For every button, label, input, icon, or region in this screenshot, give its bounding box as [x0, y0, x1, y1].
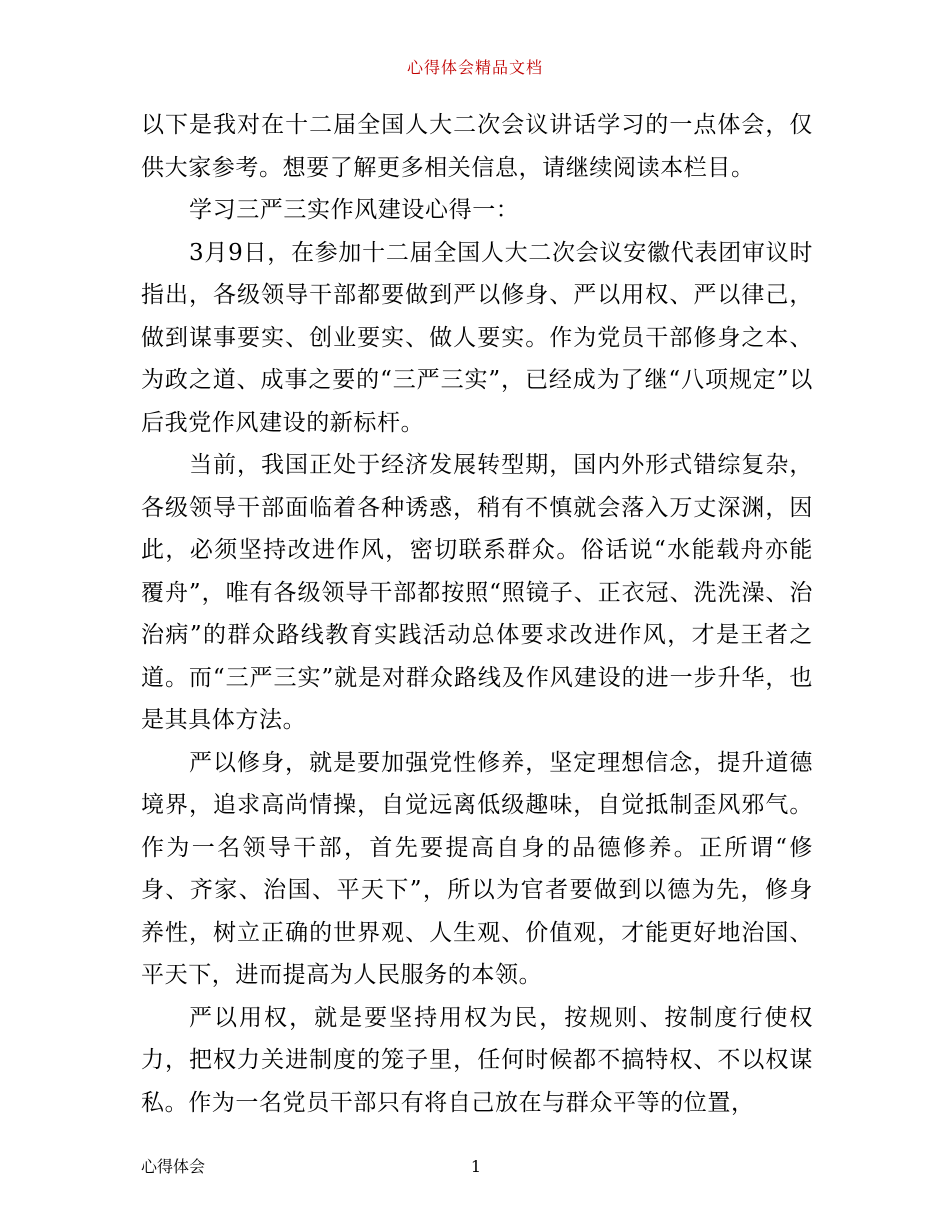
document-body	[141, 104, 813, 1124]
paragraph-body-4: 严以用权，就是要坚持用权为民，按规则、按制度行使权力，把权力关进制度的笼子里，任何时候都不搞特权、不以权谋私。作为一名党员干部只有将自己放在与群众平等的位置，	[141, 1004, 813, 1116]
page-header-title: 心得体会精品文档	[406, 58, 543, 77]
paragraph-section-heading: 学习三严三实作风建设心得一：	[189, 197, 520, 223]
page-number: 1	[470, 1157, 482, 1176]
paragraph-body-3: 严以修身，就是要加强党性修养，坚定理想信念，提升道德境界，追求高尚情操，自觉远离低级趣味，自觉抵制歪风邪气。作为一名领导干部，首先要提高自身的品德修养。正所谓“修身、齐家、治国、平天下”，所以为官者要做到以德为先，修身养性，树立正确的世界观、人生观、价值观，才能更好地治国、平天下，进而提高为人民服务的本领。	[141, 749, 813, 988]
page-footer-label: 心得体会	[141, 1157, 206, 1176]
paragraph-body-1: 3月9日，在参加十二届全国人大二次会议安徽代表团审议时指出，各级领导干部都要做到严以修身、严以用权、严以律己，做到谋事要实、创业要实、做人要实。作为党员干部修身之本、为政之道、成事之要的“三严三实”，已经成为了继“八项规定”以后我党作风建设的新标杆。	[141, 239, 813, 436]
paragraph-intro: 以下是我对在十二届全国人大二次会议讲话学习的一点体会，仅供大家参考。想要了解更多相关信息，请继续阅读本栏目。	[141, 112, 813, 181]
paragraph-body-2: 当前，我国正处于经济发展转型期，国内外形式错综复杂，各级领导干部面临着各种诱惑，稍有不慎就会落入万丈深渊，因此，必须坚持改进作风，密切联系群众。俗话说“水能载舟亦能覆舟”，唯有各级领导干部都按照“照镜子、正衣冠、洗洗澡、治治病”的群众路线教育实践活动总体要求改进作风，才是王者之道。而“三严三实”就是对群众路线及作风建设的进一步升华，也是其具体方法。	[141, 452, 813, 733]
